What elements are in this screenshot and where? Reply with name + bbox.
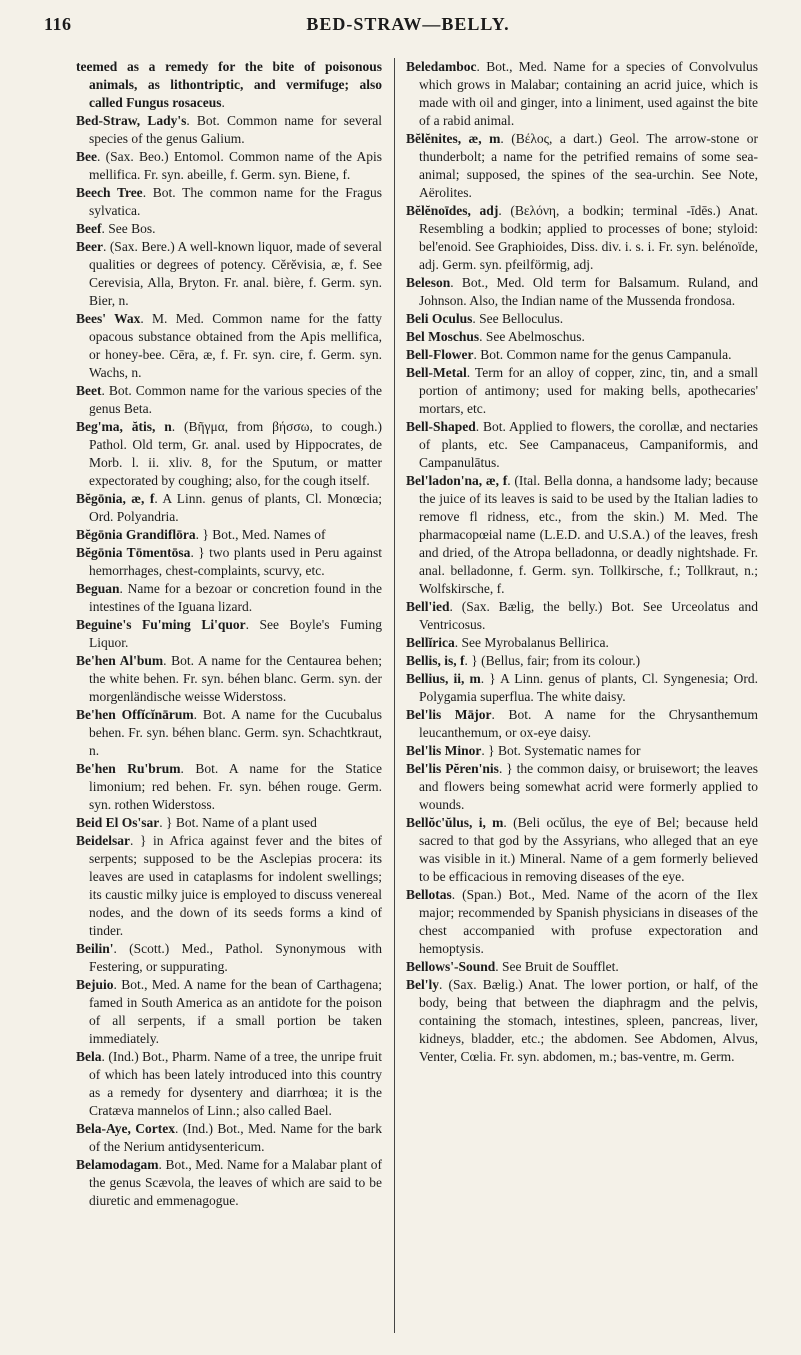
dictionary-entry: Beet. Bot. Common name for the various species of the genus Beta. — [76, 383, 382, 416]
dictionary-entry: Beleson. Bot., Med. Old term for Balsamum. Ruland, and Johnson. Also, the Indian name of the Mussenda frondosa. — [406, 275, 758, 308]
headword: Bĕlĕnites, æ, m — [406, 131, 501, 146]
headword: Bel'lis Mājor — [406, 707, 492, 722]
dictionary-entry: Beer. (Sax. Bere.) A well-known liquor, made of several qualities or degrees of potency. Cĕrĕvisia, æ, f. See Cerevisia, Alla, Bryton. Fr. anal. bière, f. Germ. syn. Bier, n. — [76, 239, 382, 308]
headword: Bela-Aye, Cortex — [76, 1121, 175, 1136]
headword: Beleson — [406, 275, 451, 290]
headword: Bĕgōnia Grandiflōra — [76, 527, 196, 542]
dictionary-entry: Be'hen Al'bum. Bot. A name for the Centaurea behen; the white behen. Fr. syn. béhen blanc. Germ. syn. der morgenländische weisse Widerstoss. — [76, 653, 382, 704]
dictionary-entry: Bĕlĕnites, æ, m. (Βέλος, a dart.) Geol. The arrow-stone or thunderbolt; a name for the petrified remains of some sea-animal; supposed, the spines of the sea-urchin. See Note, Aërolites. — [406, 131, 759, 200]
headword: Beli Oculus — [406, 311, 473, 326]
dictionary-entry: Bell-Metal. Term for an alloy of copper, zinc, tin, and a small portion of antimony; used for making bells, apothecaries' mortars, etc. — [406, 365, 758, 416]
headword: Be'hen Ru'brum — [76, 761, 181, 776]
dictionary-entry: Bellotas. (Span.) Bot., Med. Name of the acorn of the Ilex major; recommended by Spanish physicians in diseases of the chest accompanied with profuse expectoration and hemoptysis. — [406, 887, 758, 956]
page-number: 116 — [44, 14, 72, 34]
dictionary-entry: Bee. (Sax. Beo.) Entomol. Common name of the Apis mellifica. Fr. syn. abeille, f. Germ. syn. Biene, f. — [76, 149, 382, 182]
headword: teemed as a remedy for the bite of poisonous animals, as lithontriptic, and vermifuge; also called Fungus rosaceus — [76, 59, 382, 110]
headword: Bellows'-Sound — [406, 959, 496, 974]
dictionary-entry: Bel'ly. (Sax. Bælig.) Anat. The lower portion, or half, of the body, being that between the diaphragm and the pelvis, containing the stomach, intestines, spleen, pancreas, liver, kidneys, bladder, etc.; the abdomen. See Abdomen, Alvus, Venter, Cœlia. Fr. syn. abdomen, m.; bas-ventre, m. Germ. — [406, 977, 758, 1064]
dictionary-entry: Bellis, is, f. } (Bellus, fair; from its colour.) — [406, 653, 641, 668]
headword: Bell'ied — [406, 599, 450, 614]
dictionary-entry: Bejuio. Bot., Med. A name for the bean of Carthagena; famed in South America as an antidote for the poison of all serpents, if a small portion be taken immediately. — [76, 977, 382, 1046]
dictionary-entry: Bell'ied. (Sax. Bælig, the belly.) Bot. See Urceolatus and Ventricosus. — [406, 599, 758, 632]
headword: Bĕlĕnoīdes, adj — [406, 203, 499, 218]
dictionary-entry: Be'hen Ru'brum. Bot. A name for the Statice limonium; red behen. Fr. syn. béhen rouge. Germ. syn. rothen Widerstoss. — [76, 761, 382, 812]
headword: Bee — [76, 149, 97, 164]
dictionary-entry: teemed as a remedy for the bite of poisonous animals, as lithontriptic, and vermifuge; also called Fungus rosaceus. — [76, 59, 382, 110]
headword: Bellotas — [406, 887, 452, 902]
headword: Beguine's Fu'ming Li'quor — [76, 617, 246, 632]
dictionary-entry: Bel'lis Pĕren'nis. } the common daisy, or bruisewort; the leaves and flowers being somewhat acrid were formerly applied to wounds. — [406, 761, 758, 812]
dictionary-entry: Beid El Os'sar. } Bot. Name of a plant used — [76, 815, 317, 830]
dictionary-entry: Bellows'-Sound. See Bruit de Soufflet. — [406, 959, 619, 974]
column-divider — [394, 58, 395, 1333]
headword: Bel'ladon'na, æ, f — [406, 473, 508, 488]
headword: Bel'lis Minor — [406, 743, 482, 758]
headword: Bellŏc'ŭlus, i, m — [406, 815, 504, 830]
dictionary-entry: Bel'lis Minor. } Bot. Systematic names for — [406, 743, 641, 758]
headword: Bel Moschus — [406, 329, 480, 344]
right-column — [406, 58, 758, 1066]
dictionary-entry: Bel'ladon'na, æ, f. (Ital. Bella donna, a handsome lady; because the juice of its leaves is said to be used by the Italian ladies to remove fl ridness, etc., from the skin.) M. Med. The pharmacopœial name (L.E.D. and U.S.A.) of the leaves, fresh and dried, of the Atropa belladonna, or deadly nightshade. Fr. anal. belladonne, f. Germ. syn. Tollkirsche, f.; Tollkraut, n.; Wolfskirsche, f. — [406, 473, 758, 596]
headword: Bel'ly — [406, 977, 439, 992]
dictionary-entry: Bĕgōnia Tōmentōsa. } two plants used in Peru against hemorrhages, chest-complaints, scurvy, etc. — [76, 545, 382, 578]
headword: Bees' Wax — [76, 311, 141, 326]
dictionary-entry: Bell-Shaped. Bot. Applied to flowers, the corollæ, and nectaries of plants, etc. See Campanaceus, Campaniformis, and Campanulātus. — [406, 419, 758, 470]
headword: Beid El Os'sar — [76, 815, 160, 830]
headword: Belamodagam — [76, 1157, 159, 1172]
headword: Bell-Shaped — [406, 419, 476, 434]
headword: Bellis, is, f — [406, 653, 465, 668]
dictionary-entry: Bĕlĕnoīdes, adj. (Βελόνη, a bodkin; terminal -īdēs.) Anat. Resembling a bodkin; applied to processes of bone; styloid: bel'enoid. See Graphioides, Diss. div. i. s. i. Fr. syn. belénoïde, adj. Germ. syn. pfeilförmig, adj. — [406, 203, 758, 272]
headword: Bĕgōnia Tōmentōsa — [76, 545, 191, 560]
headword: Bell-Metal — [406, 365, 467, 380]
dictionary-entry: Beech Tree. Bot. The common name for the Fragus sylvatica. — [76, 185, 383, 218]
headword: Bejuio — [76, 977, 114, 992]
headword: Beidelsar — [76, 833, 130, 848]
headword: Bela — [76, 1049, 102, 1064]
dictionary-entry: Bela. (Ind.) Bot., Pharm. Name of a tree, the unripe fruit of which has been lately introduced into this country as a remedy for dysentery and diarrhœa; it is the Cratæva mannelos of Linn.; also called Bael. — [76, 1049, 382, 1118]
left-column — [76, 58, 382, 1210]
headword: Beet — [76, 383, 102, 398]
headword: Be'hen Offĭcĭnārum — [76, 707, 194, 722]
page-header — [38, 14, 778, 44]
dictionary-entry: Bellius, ii, m. } A Linn. genus of plants, Cl. Syngenesia; Ord. Polygamia superflua. The white daisy. — [406, 671, 758, 704]
headword: Bel'lis Pĕren'nis — [406, 761, 499, 776]
dictionary-entry: Beguan. Name for a bezoar or concretion found in the intestines of the Iguana lizard. — [76, 581, 382, 614]
dictionary-entry: Beguine's Fu'ming Li'quor. See Boyle's Fuming Liquor. — [76, 617, 382, 650]
headword: Beef — [76, 221, 102, 236]
headword: Bell-Flower — [406, 347, 474, 362]
headword: Beguan — [76, 581, 120, 596]
headword: Beilin' — [76, 941, 114, 956]
headword: Beg'ma, ătis, n — [76, 419, 172, 434]
headword: Beledamboc — [406, 59, 477, 74]
dictionary-entry: Beidelsar. } in Africa against fever and the bites of serpents; supposed to be the Asclepias procera: its leaves are used in cataplasms for indolent swellings; its caustic milky juice is employed to discuss venereal nodes, and the down of its seeds forms a kind of tinder. — [76, 833, 382, 938]
dictionary-entry: Beledamboc. Bot., Med. Name for a species of Convolvulus which grows in Malabar; containing an acrid juice, which is made with oil and ginger, into a liniment, used against the bite of a rabid animal. — [406, 59, 758, 128]
headword: Be'hen Al'bum — [76, 653, 164, 668]
headword: Beer — [76, 239, 103, 254]
headword: Bed-Straw, Lady's — [76, 113, 187, 128]
dictionary-entry: Bell-Flower. Bot. Common name for the genus Campanula. — [406, 347, 732, 362]
dictionary-entry: Beef. See Bos. — [76, 221, 156, 236]
headword: Bĕgōnia, æ, f — [76, 491, 155, 506]
dictionary-entry: Bees' Wax. M. Med. Common name for the fatty opacous substance obtained from the Apis mellifica, or honey-bee. Cēra, æ, f. Fr. syn. cire, f. Germ. syn. Wachs, n. — [76, 311, 382, 380]
running-head: BED-STRAW—BELLY. — [306, 14, 510, 34]
dictionary-entry: Bel'lis Mājor. Bot. A name for the Chrysanthemum leucanthemum, or ox-eye daisy. — [406, 707, 758, 740]
dictionary-entry: Bed-Straw, Lady's. Bot. Common name for several species of the genus Galium. — [76, 113, 382, 146]
headword: Bellius, ii, m — [406, 671, 481, 686]
dictionary-entry: Bela-Aye, Cortex. (Ind.) Bot., Med. Name for the bark of the Nerium antidysentericum. — [76, 1121, 382, 1154]
dictionary-entry: Beg'ma, ătis, n. (Βῆγμα, from βήσσω, to cough.) Pathol. Old term, Gr. anal. used by Hippocrates, de Morb. l. ii. xliv. 8, for the Sputum, or matter expectorated by coughing; also, for the cough itself. — [76, 419, 382, 488]
headword: Bellĭrica — [406, 635, 455, 650]
dictionary-entry: Beilin'. (Scott.) Med., Pathol. Synonymous with Festering, or suppurating. — [76, 941, 382, 974]
dictionary-entry: Bel Moschus. See Abelmoschus. — [406, 329, 585, 344]
dictionary-entry: Bĕgōnia, æ, f. A Linn. genus of plants, Cl. Monœcia; Ord. Polyandria. — [76, 491, 382, 524]
headword: Beech Tree — [76, 185, 143, 200]
dictionary-entry: Bellŏc'ŭlus, i, m. (Beli ocŭlus, the eye of Bel; because held sacred to that god by the Assyrians, who alleged that an eye was visible in it.) Mineral. Name of a gem formerly believed to be efficacious in removing diseases of the eye. — [406, 815, 758, 884]
dictionary-entry: Beli Oculus. See Belloculus. — [406, 311, 564, 326]
dictionary-entry: Bellĭrica. See Myrobalanus Bellirica. — [406, 635, 609, 650]
dictionary-entry: Bĕgōnia Grandiflōra. } Bot., Med. Names of — [76, 527, 326, 542]
dictionary-entry: Belamodagam. Bot., Med. Name for a Malabar plant of the genus Scævola, the leaves of which are said to be diuretic and emmenagogue. — [76, 1157, 382, 1208]
dictionary-entry: Be'hen Offĭcĭnārum. Bot. A name for the Cucubalus behen. Fr. syn. béhen blanc. Germ. syn. Schachtkraut, n. — [76, 707, 382, 758]
